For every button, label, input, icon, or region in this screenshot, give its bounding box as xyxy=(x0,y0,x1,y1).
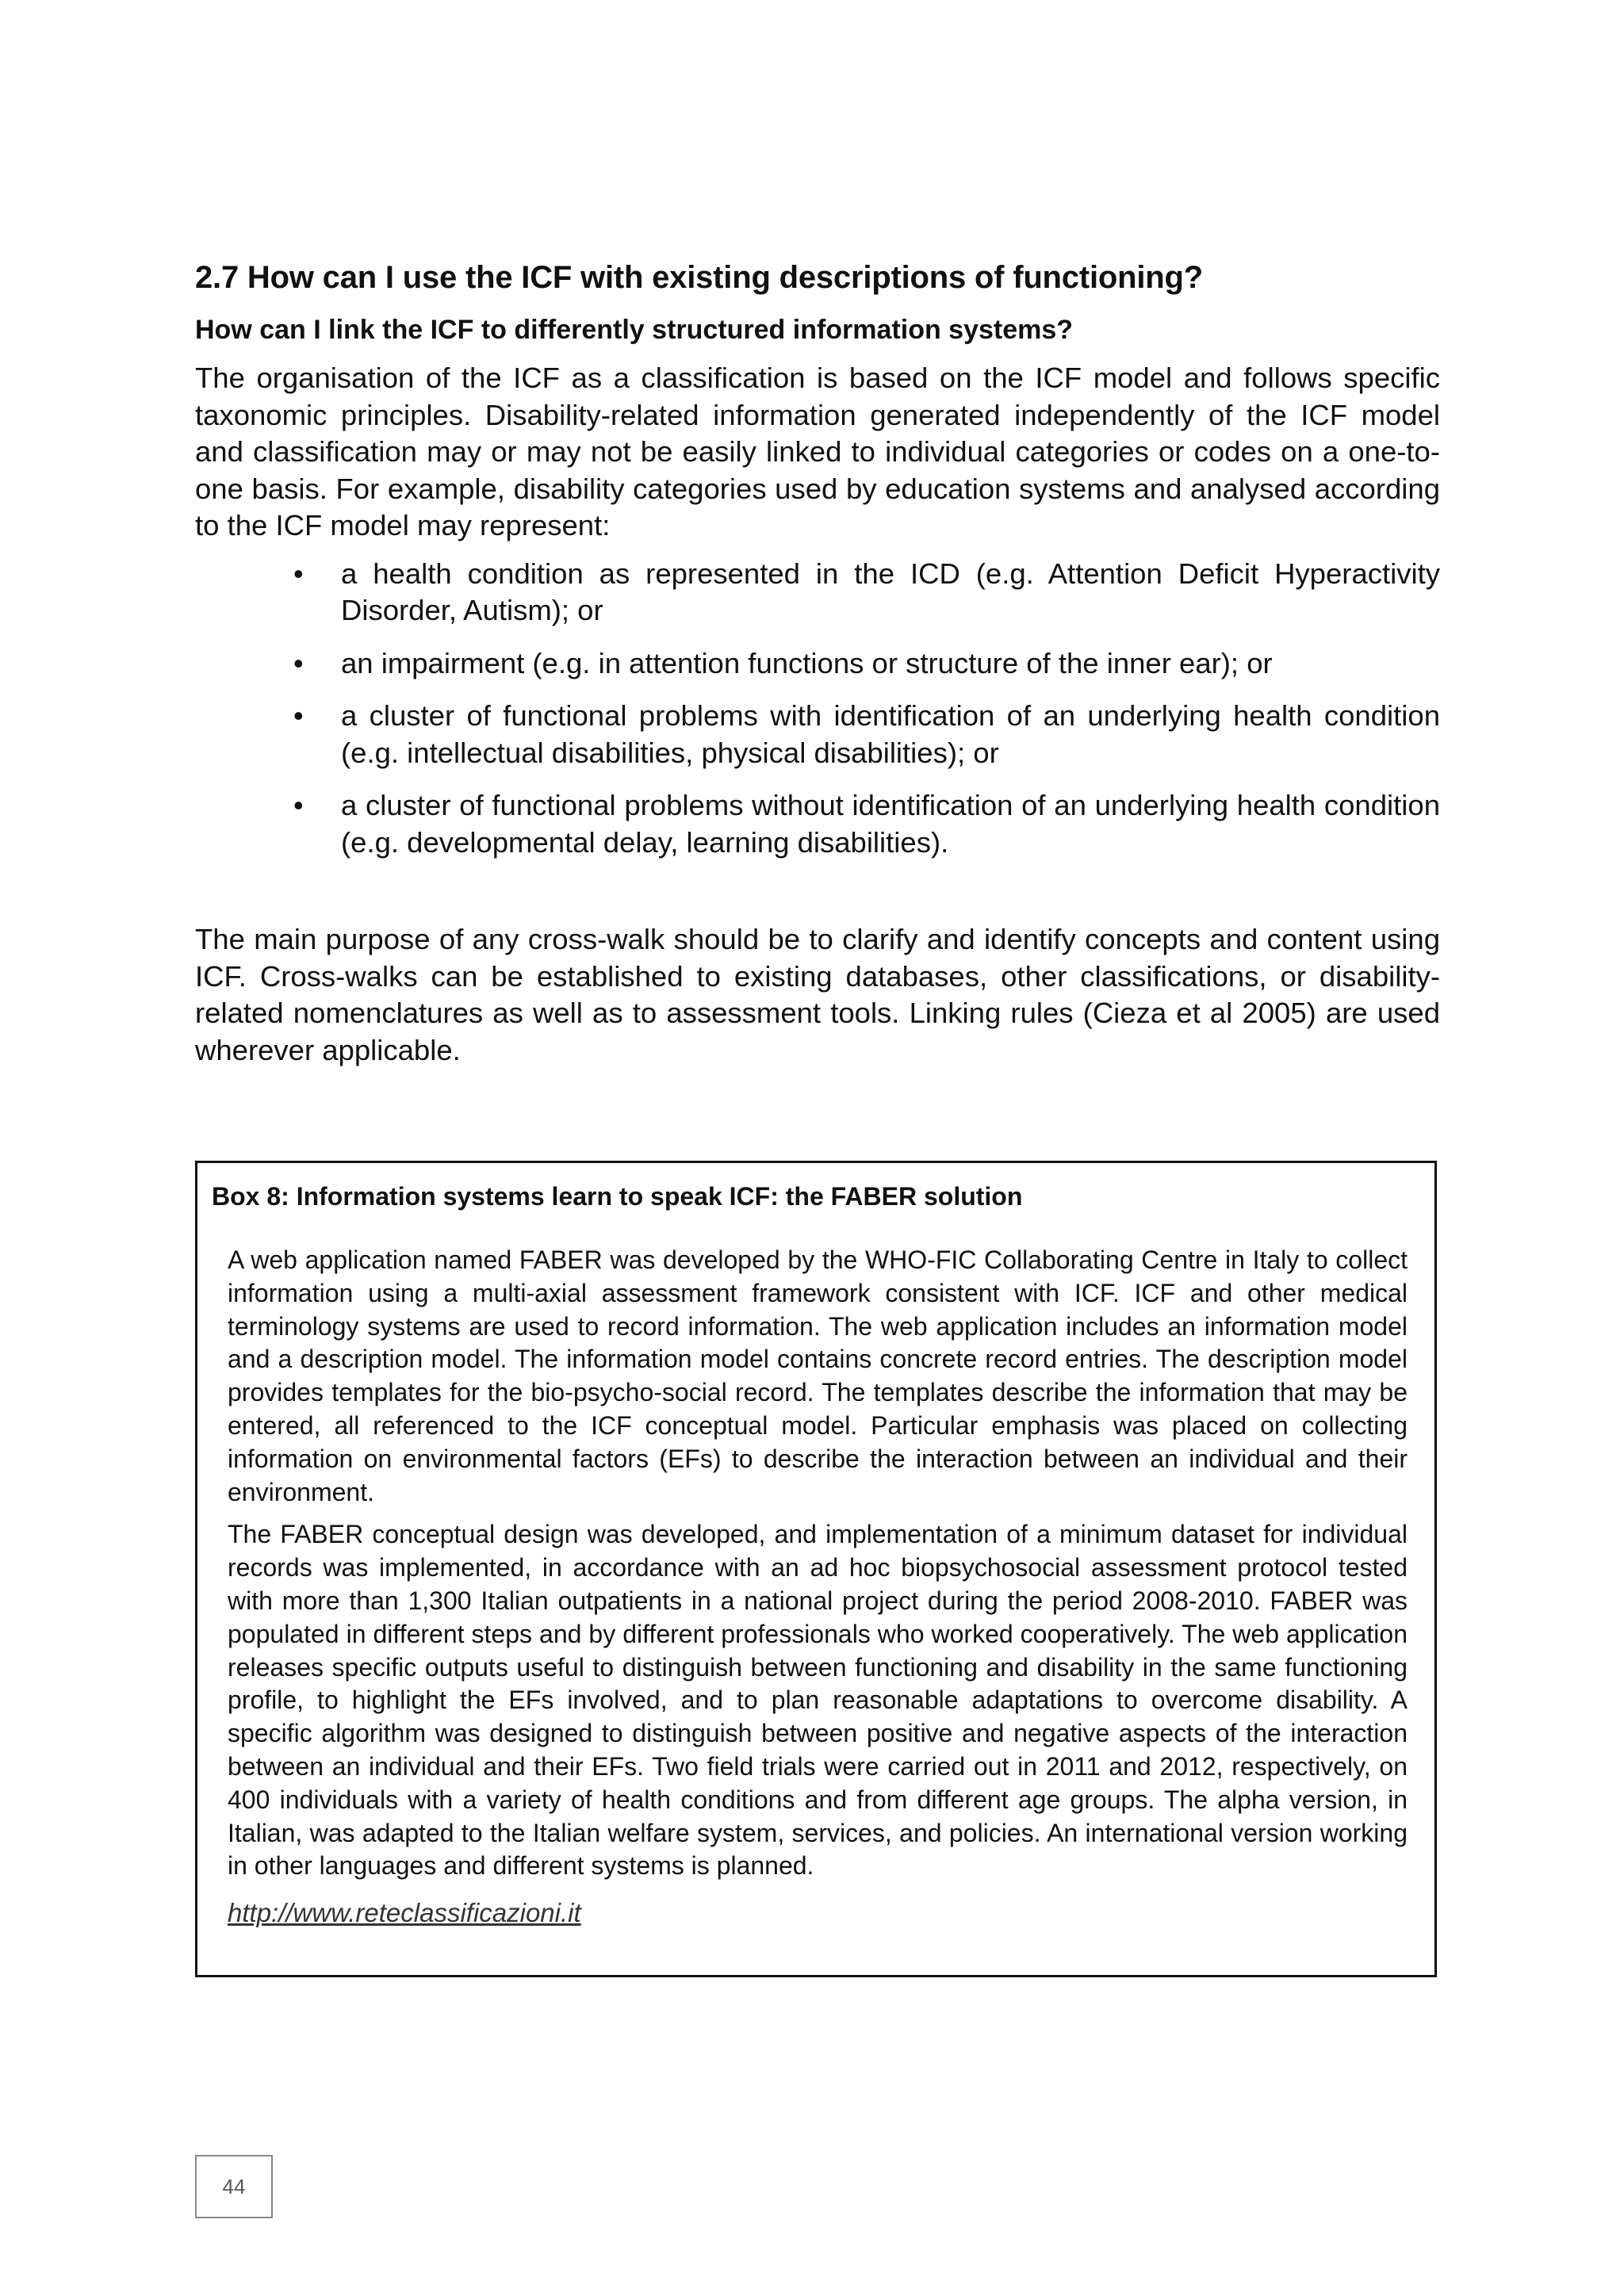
list-item xyxy=(293,698,1440,771)
category-list xyxy=(195,556,1440,862)
list-item-text: a cluster of functional problems without identification of an underlying health condition (e.g. developmental delay, learning disabilities). xyxy=(341,789,1440,859)
list-item-text: a health condition as represented in the ICD (e.g. Attention Deficit Hyperactivity Disorder, Autism); or xyxy=(341,557,1440,626)
section-subtitle: How can I link the ICF to differently structured information systems? xyxy=(195,315,1074,345)
box-body xyxy=(228,1244,1408,1931)
closing-paragraph: The main purpose of any cross-walk should be to clarify and identify concepts and content using ICF. Cross-walks can be established to existing databases, other classifications, or disability-related nomenclatures as well as to assessment tools. Linking rules (Cieza et al 2005) are used wherever applicable. xyxy=(195,923,1440,1066)
list-item xyxy=(293,787,1440,861)
list-item-text: an impairment (e.g. in attention functions or structure of the inner ear); or xyxy=(341,646,1273,679)
main-content xyxy=(195,255,1440,1069)
intro-paragraph: The organisation of the ICF as a classification is based on the ICF model and follows specific taxonomic principles. Disability-related information generated independently of the ICF model and classification may or may not be easily linked to individual categories or codes on a one-to-one basis. For example, disability categories used by education systems and analysed according to the ICF model may represent: xyxy=(195,362,1440,541)
faber-info-box xyxy=(195,1161,1437,1977)
list-item xyxy=(293,556,1440,629)
bullet-icon: • xyxy=(293,646,304,679)
page-number: 44 xyxy=(195,2155,273,2218)
bullet-icon: • xyxy=(293,557,304,590)
faber-website-link[interactable]: http://www.reteclassificazioni.it xyxy=(228,1898,581,1928)
box-paragraph: A web application named FABER was developed by the WHO-FIC Collaborating Centre in Italy to collect information using a multi-axial assessment framework consistent with ICF. ICF and other medical terminology systems are used to record information. The web application includes an information model and a description model. The information model contains concrete record entries. The description model provides templates for the bio-psycho-social record. The templates describe the information that may be entered, all referenced to the ICF conceptual model. Particular emphasis was placed on collecting information on environmental factors (EFs) to describe the interaction between an individual and their environment. xyxy=(228,1246,1408,1506)
box-paragraph: The FABER conceptual design was developed, and implementation of a minimum dataset for individual records was implemented, in accordance with an ad hoc biopsychosocial assessment protocol tested with more than 1,300 Italian outpatients in a national project during the period 2008-2010. FABER was populated in different steps and by different professionals who worked cooperatively. The web application releases specific outputs useful to distinguish between functioning and disability in the same functioning profile, to highlight the EFs involved, and to plan reasonable adaptations to overcome disability. A specific algorithm was designed to distinguish between positive and negative aspects of the interaction between an individual and their EFs. Two field trials were carried out in 2011 and 2012, respectively, on 400 individuals with a variety of health conditions and from different age groups. The alpha version, in Italian, was adapted to the Italian welfare system, services, and policies. An international version working in other languages and different systems is planned. xyxy=(228,1520,1408,1881)
bullet-icon: • xyxy=(293,699,304,732)
list-item xyxy=(293,645,1440,683)
section-title: 2.7 How can I use the ICF with existing descriptions of functioning? xyxy=(195,260,1203,295)
list-item-text: a cluster of functional problems with identification of an underlying health condition (e.g. intellectual disabilities, physical disabilities); or xyxy=(341,699,1440,769)
bullet-icon: • xyxy=(293,789,304,821)
box-title: Box 8: Information systems learn to speak ICF: the FABER solution xyxy=(212,1182,1023,1211)
